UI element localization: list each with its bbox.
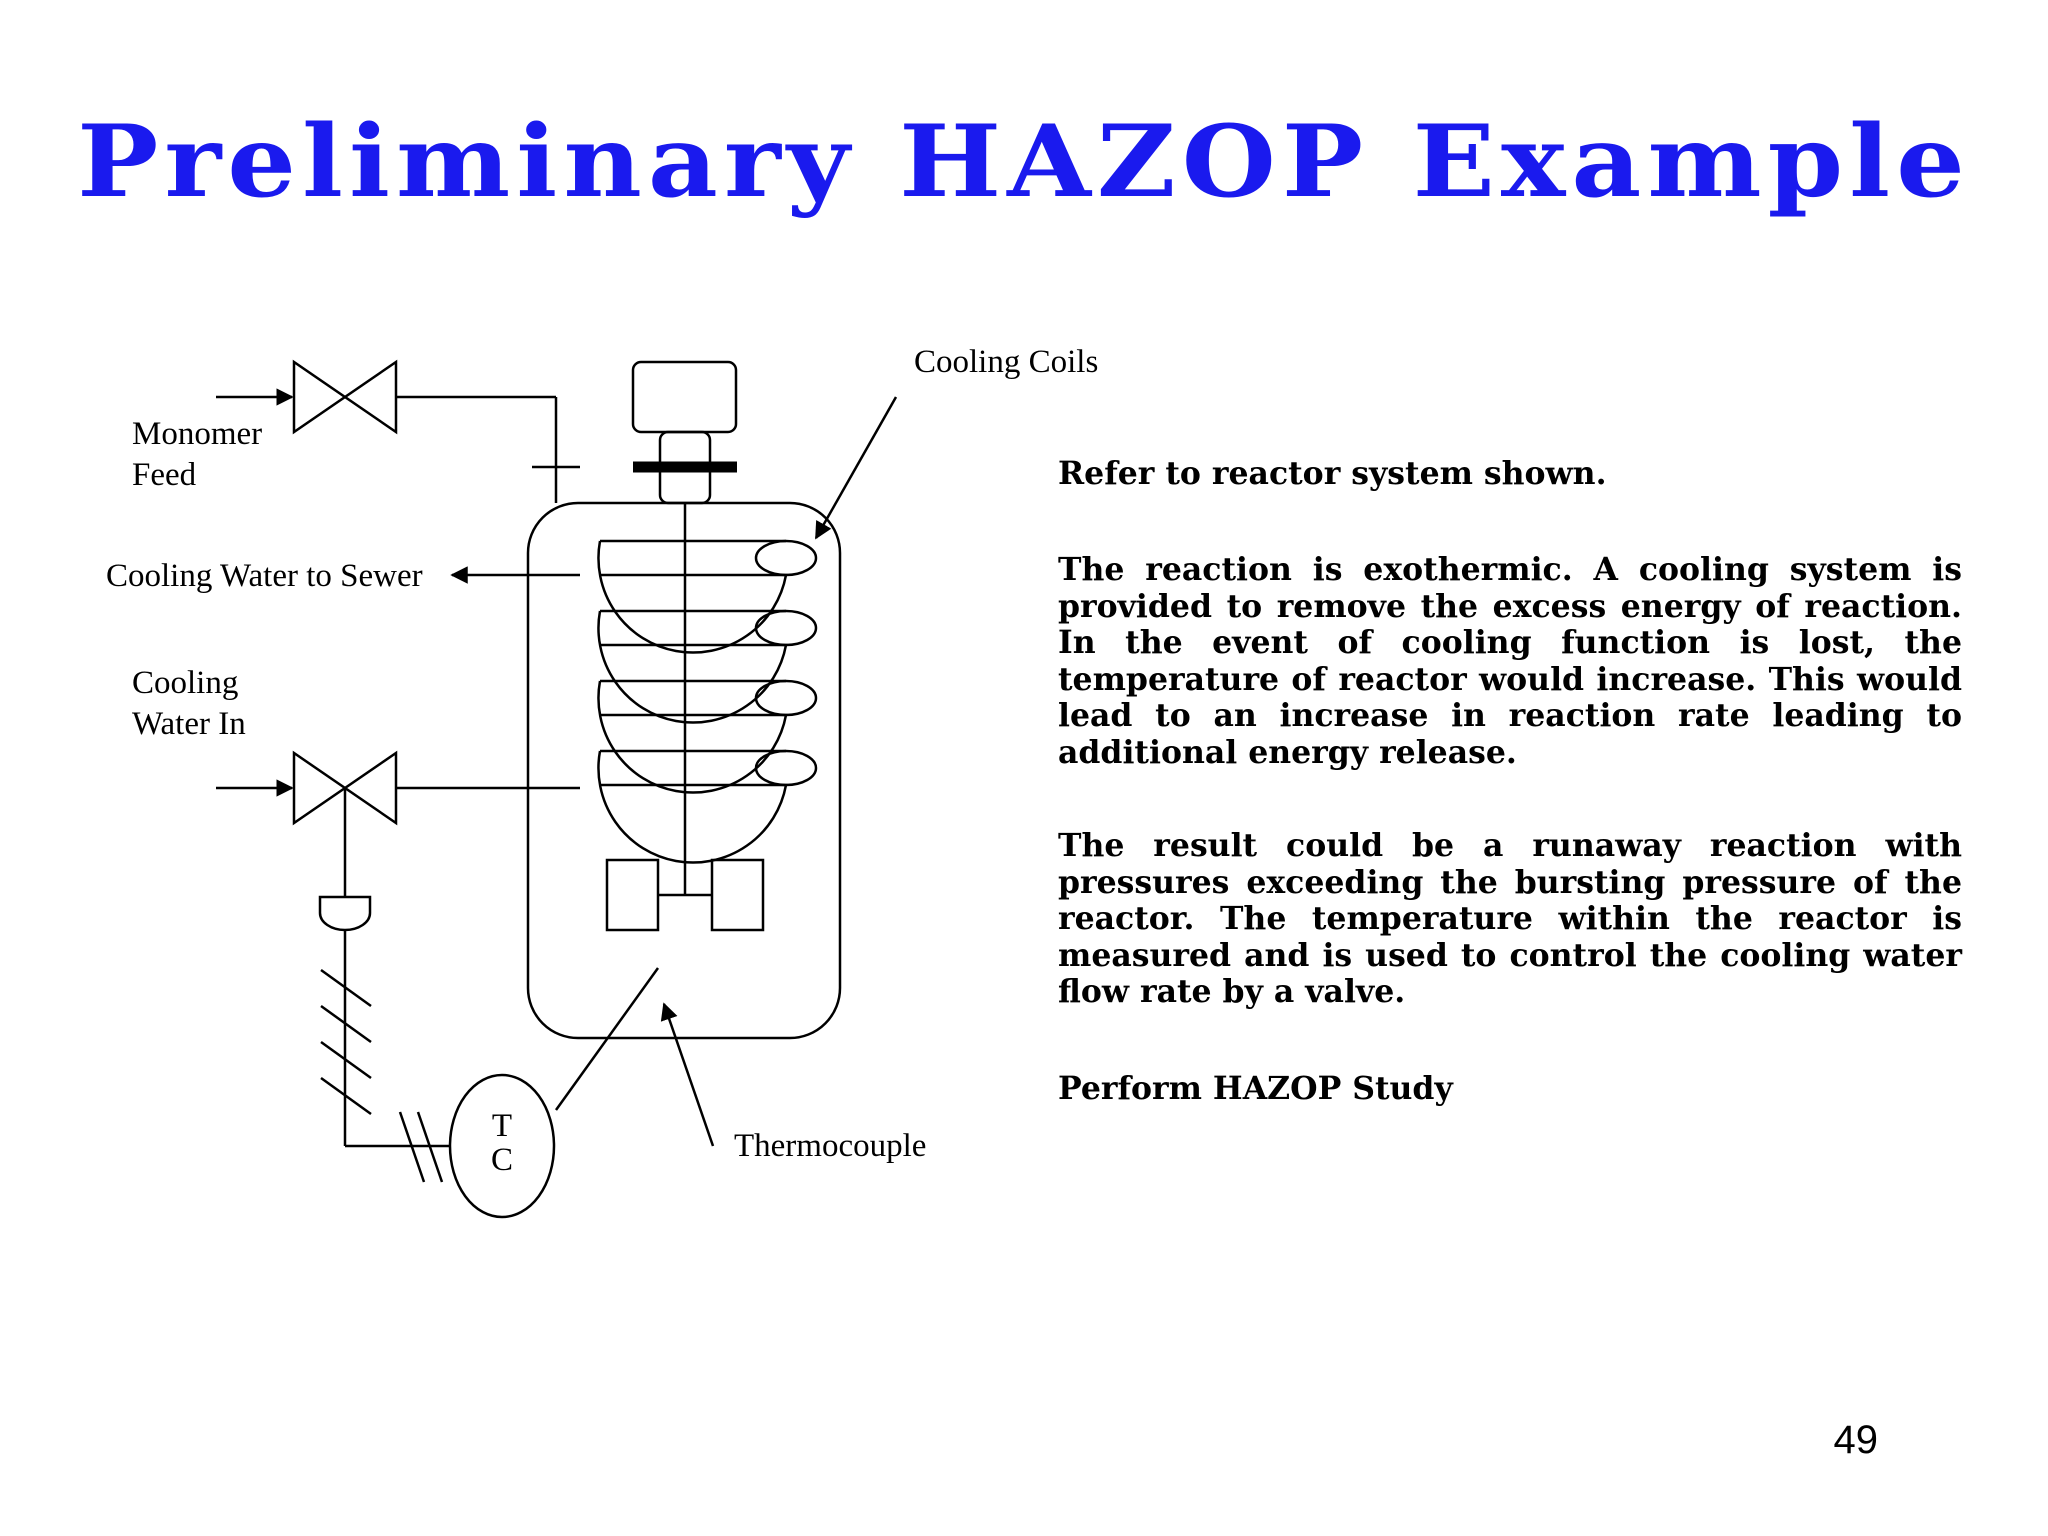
paragraph-runaway: The result could be a runaway reaction with pressures exceeding the bursting pressure of the reactor. The temperature within the reactor is measured and is used to control the cooling water flow rate by a valve.: [1058, 827, 1962, 1010]
monomer-feed-label: Feed: [132, 457, 197, 493]
cooling-water-to-sewer-label: Cooling Water to Sewer: [106, 558, 423, 594]
cooling-water-in-label: Water In: [132, 706, 246, 742]
tc-label: T: [491, 1108, 513, 1144]
cooling-coils-label: Cooling Coils: [914, 344, 1099, 380]
task-text: Perform HAZOP Study: [1058, 1070, 1453, 1107]
monomer-feed-valve: [294, 362, 396, 432]
control-signal-line: [321, 930, 450, 1182]
page-number: 49: [1833, 1418, 1878, 1462]
cooling-coils: [598, 541, 816, 863]
thermocouple-label: Thermocouple: [734, 1128, 927, 1164]
agitator-motor: [633, 362, 737, 503]
intro-text: Refer to reactor system shown.: [1058, 455, 1607, 492]
monomer-feed-line: [216, 397, 580, 503]
slide-title: Preliminary HAZOP Example: [77, 104, 1971, 220]
paragraph-exothermic: The reaction is exothermic. A cooling system is provided to remove the excess energy of reaction. In the event of cooling function is lost, the temperature of reactor would increase. This would lead to an increase in reaction rate leading to additional energy release.: [1058, 551, 1962, 771]
thermocouple-pointer: [664, 1004, 713, 1146]
cooling-water-in-label: Cooling: [132, 665, 239, 701]
tc-label: C: [490, 1142, 514, 1178]
cooling-water-control-valve: [294, 753, 396, 930]
cooling-coils-pointer: [816, 397, 896, 538]
monomer-feed-label: Monomer: [132, 416, 263, 452]
